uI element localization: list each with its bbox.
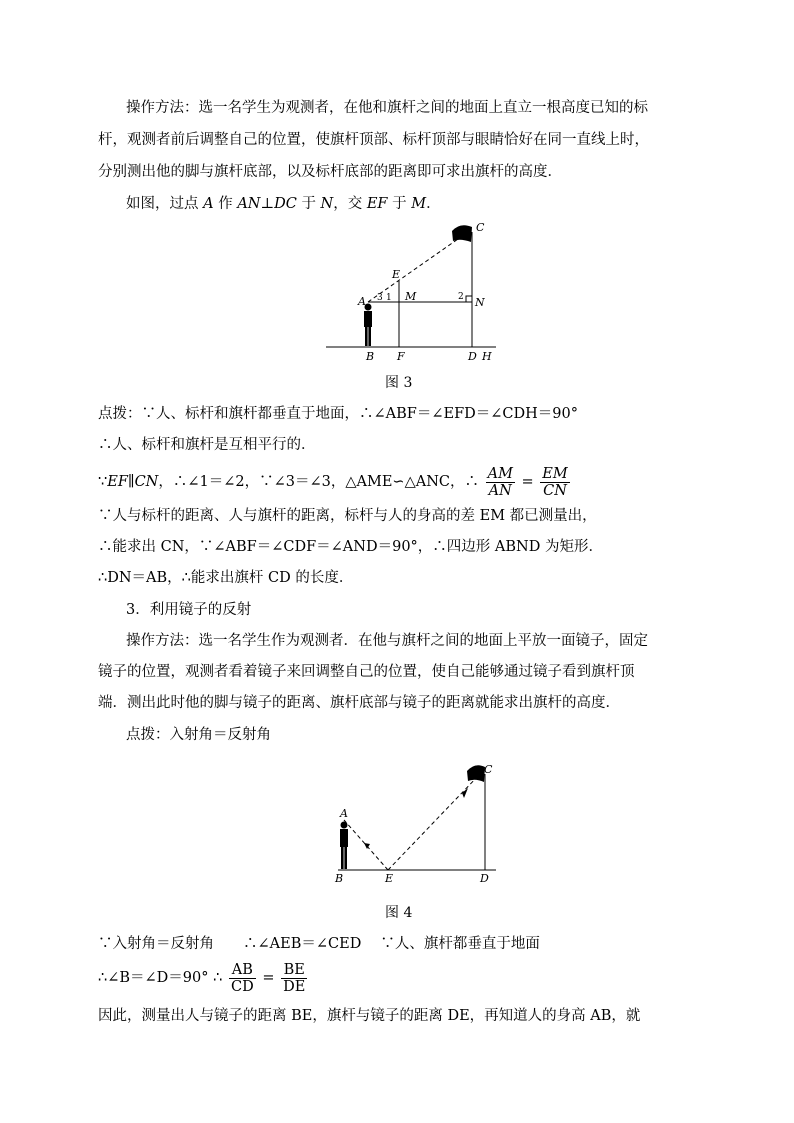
label-H: H xyxy=(482,350,492,363)
label-D: D xyxy=(480,872,489,885)
figure-4 xyxy=(330,760,505,885)
hint1-l3c: ，∴∠1＝∠2，∵∠3＝∠3，△AME∽△ANC，∴ xyxy=(158,474,479,490)
section3-line3: 端．测出此时他的脚与镜子的距离、旗杆底部与镜子的距离就能求出旗杆的高度． xyxy=(98,695,620,711)
hint1-line5: ∴能求出 CN，∵∠ABF＝∠CDF＝∠AND＝90°，∴四边形 ABND 为矩形． xyxy=(98,539,603,555)
incident-ray xyxy=(388,774,480,870)
para2-EF: EF xyxy=(366,196,388,212)
hint2-l2b: ∴ xyxy=(213,970,223,986)
label-A: A xyxy=(358,295,366,308)
ray-arrows xyxy=(364,788,468,849)
para1-line2: 杆，观测者前后调整自己的位置，使旗杆顶部、标杆顶部与眼睛恰好在同一直线上时， xyxy=(98,132,649,148)
label-N: N xyxy=(475,296,485,309)
label-B: B xyxy=(335,872,344,885)
hint1-l3b: EF∥CN xyxy=(107,474,159,490)
label-D: D xyxy=(468,350,477,363)
para2-N: N xyxy=(320,196,334,212)
para2-ANDC: AN⊥DC xyxy=(237,196,297,212)
section3-line2: 镜子的位置，观测者看着镜子来回调整自己的位置，使自己能够通过镜子看到旗杆顶 xyxy=(98,664,635,680)
label-B: B xyxy=(366,350,375,363)
hint2-line1: ∵入射角＝反射角 ∴∠AEB＝∠CED ∵人、旗杆都垂直于地面 xyxy=(98,936,540,952)
fraction-AM-AN xyxy=(486,466,515,499)
hint1-line1: 点拨：∵人、标杆和旗杆都垂直于地面，∴∠ABF＝∠EFD＝∠CDH＝90° xyxy=(98,406,578,422)
section3-title: 3．利用镜子的反射 xyxy=(126,602,252,618)
para2-M: M xyxy=(411,196,427,212)
fraction-AB-CD-num: AB xyxy=(229,962,256,979)
figure-3-caption: 图 3 xyxy=(385,375,413,391)
hint2-line3: 因此，测量出人与镜子的距离 BE，旗杆与镜子的距离 DE，再知道人的身高 AB，就 xyxy=(98,1008,641,1024)
fraction-EM-CN-num: EM xyxy=(542,465,568,482)
hint2-line2 xyxy=(98,958,309,998)
fraction-AM-AN-den: AN xyxy=(488,482,512,499)
label-C: C xyxy=(484,763,493,776)
para2-line xyxy=(126,194,441,214)
person-figure xyxy=(340,822,348,870)
section3-hint: 点拨：入射角＝反射角 xyxy=(126,727,271,743)
label-A: A xyxy=(340,807,348,820)
right-angle-mark xyxy=(466,296,472,302)
fraction-BE-DE-num: BE xyxy=(281,962,307,979)
label-C: C xyxy=(476,221,485,234)
label-angle-3: 3 xyxy=(377,293,383,303)
section3-line1: 操作方法：选一名学生作为观测者．在他与旗杆之间的地面上平放一面镜子，固定 xyxy=(126,633,648,649)
label-angle-2: 2 xyxy=(458,292,464,302)
hint1-line4: ∵人与标杆的距离、人与旗杆的距离，标杆与人的身高的差 EM 都已测量出， xyxy=(98,508,597,524)
fraction-AB-CD-den: CD xyxy=(230,978,254,995)
label-F: F xyxy=(397,350,405,363)
fraction-AB-CD xyxy=(229,962,256,995)
sight-line xyxy=(368,232,468,302)
flag xyxy=(452,225,472,242)
para2-mid2: 于 xyxy=(301,196,316,212)
label-E: E xyxy=(385,872,394,885)
hint1-line3 xyxy=(98,462,572,502)
flag xyxy=(467,765,485,782)
hint1-l3a: ∵ xyxy=(98,474,108,490)
para2-end: ． xyxy=(426,196,441,212)
hint2-l2a: ∴∠B＝∠D＝90° xyxy=(98,970,209,986)
para2-mid4: 于 xyxy=(392,196,407,212)
para2-mid1: 作 xyxy=(218,196,233,212)
figure-3 xyxy=(320,218,500,364)
para1-line3: 分别测出他的脚与旗杆底部，以及标杆底部的距离即可求出旗杆的高度． xyxy=(98,164,562,180)
figure-4-caption: 图 4 xyxy=(385,905,413,921)
fraction-BE-DE xyxy=(281,962,307,995)
label-angle-1: 1 xyxy=(386,293,392,303)
label-M: M xyxy=(405,290,417,303)
label-E: E xyxy=(392,268,401,281)
fraction-BE-DE-den: DE xyxy=(283,978,306,995)
para1-line1: 操作方法：选一名学生为观测者，在他和旗杆之间的地面上直立一根高度已知的标 xyxy=(126,100,648,116)
para2-mid3: ，交 xyxy=(333,196,363,212)
person-figure xyxy=(364,304,372,347)
hint1-eq: = xyxy=(521,474,534,490)
hint2-eq: = xyxy=(262,970,275,986)
para2-pre: 如图，过点 xyxy=(126,196,199,212)
fraction-EM-CN xyxy=(540,466,569,499)
hint1-line2: ∴人、标杆和旗杆是互相平行的． xyxy=(98,437,316,453)
fraction-AM-AN-num: AM xyxy=(487,465,513,482)
hint1-line6: ∴DN＝AB，∴能求出旗杆 CD 的长度． xyxy=(98,570,354,586)
fraction-EM-CN-den: CN xyxy=(543,482,567,499)
para2-A: A xyxy=(203,196,214,212)
